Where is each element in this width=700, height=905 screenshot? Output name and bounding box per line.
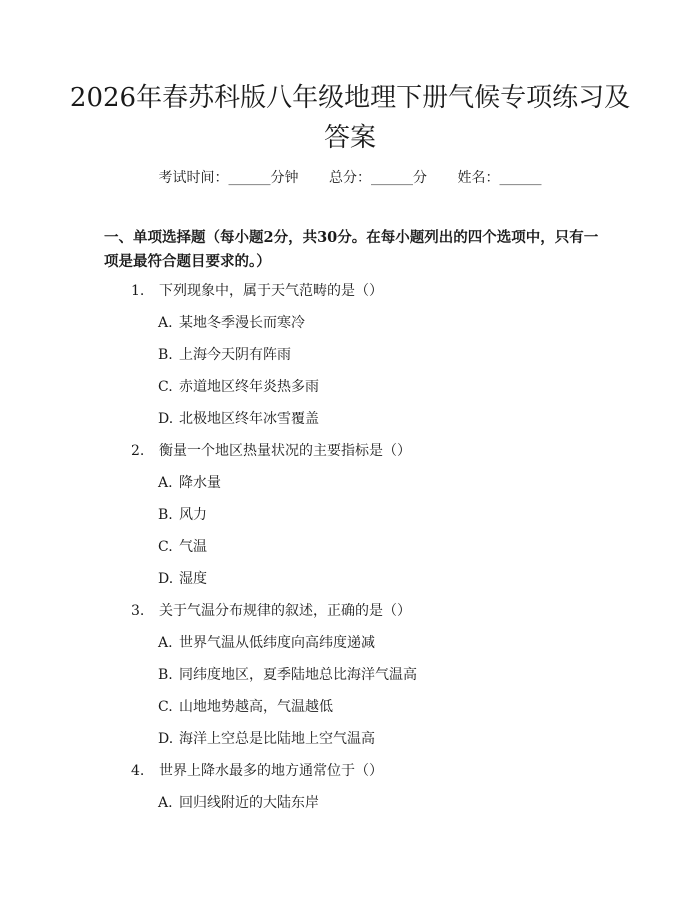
question-2-option-b [158,505,207,525]
option-text: 海洋上空总是比陆地上空气温高 [179,731,375,747]
exam-meta [0,168,700,188]
option-letter: B. [158,347,173,363]
question-1-option-b [158,345,291,365]
question-1-option-c [158,377,319,397]
student-name-blank: ______ [499,170,542,186]
question-2-option-d [158,569,207,589]
option-letter: B. [158,667,173,683]
question-2-option-c [158,537,207,557]
section-heading: 一、单项选择题（每小题2分，共30分。在每小题列出的四个选项中，只有一项是最符合题目要求的。） [104,229,599,270]
question-text: 关于气温分布规律的叙述，正确的是（） [159,603,411,619]
option-letter: D. [158,571,174,587]
question-text: 下列现象中，属于天气范畴的是（） [159,283,383,299]
question-1-option-d [158,409,319,429]
option-text: 世界气温从低纬度向高纬度递减 [179,635,375,651]
option-letter: C. [158,539,173,555]
option-text: 赤道地区终年炎热多雨 [179,379,319,395]
option-text: 降水量 [179,475,221,491]
option-text: 北极地区终年冰雪覆盖 [179,411,319,427]
question-4-option-a [158,793,319,813]
option-letter: A. [158,315,173,331]
question-text: 世界上降水最多的地方通常位于（） [159,763,383,779]
question-2 [131,441,411,461]
question-text: 衡量一个地区热量状况的主要指标是（） [159,443,411,459]
option-letter: C. [158,699,173,715]
question-3 [131,601,411,621]
option-letter: A. [158,635,173,651]
question-2-option-a [158,473,221,493]
question-3-option-d [158,729,375,749]
page-title: 2026年春苏科版八年级地理下册气候专项练习及答案 [69,83,631,153]
option-letter: D. [158,411,174,427]
question-1-option-a [158,313,305,333]
option-letter: B. [158,507,173,523]
option-letter: A. [158,795,173,811]
total-score-label: 总分： [329,170,371,186]
option-letter: C. [158,379,173,395]
exam-time-blank: ______ [228,170,271,186]
exam-time-label: 考试时间： [158,170,229,186]
question-3-option-c [158,697,333,717]
option-text: 某地冬季漫长而寒冷 [179,315,305,331]
exam-time-unit: 分钟 [270,170,299,186]
question-1 [131,281,383,301]
option-letter: A. [158,475,173,491]
question-number: 2. [131,443,145,459]
question-4 [131,761,383,781]
option-text: 湿度 [179,571,207,587]
option-text: 回归线附近的大陆东岸 [179,795,319,811]
option-text: 风力 [179,507,207,523]
student-name-label: 姓名： [457,170,500,186]
question-3-option-b [158,665,417,685]
option-text: 同纬度地区，夏季陆地总比海洋气温高 [179,667,417,683]
question-number: 3. [131,603,145,619]
option-letter: D. [158,731,174,747]
total-score-unit: 分 [413,170,427,186]
option-text: 气温 [179,539,207,555]
question-number: 1. [131,283,145,299]
question-3-option-a [158,633,375,653]
option-text: 山地地势越高，气温越低 [179,699,333,715]
question-number: 4. [131,763,145,779]
option-text: 上海今天阴有阵雨 [179,347,291,363]
total-score-blank: ______ [371,170,413,186]
